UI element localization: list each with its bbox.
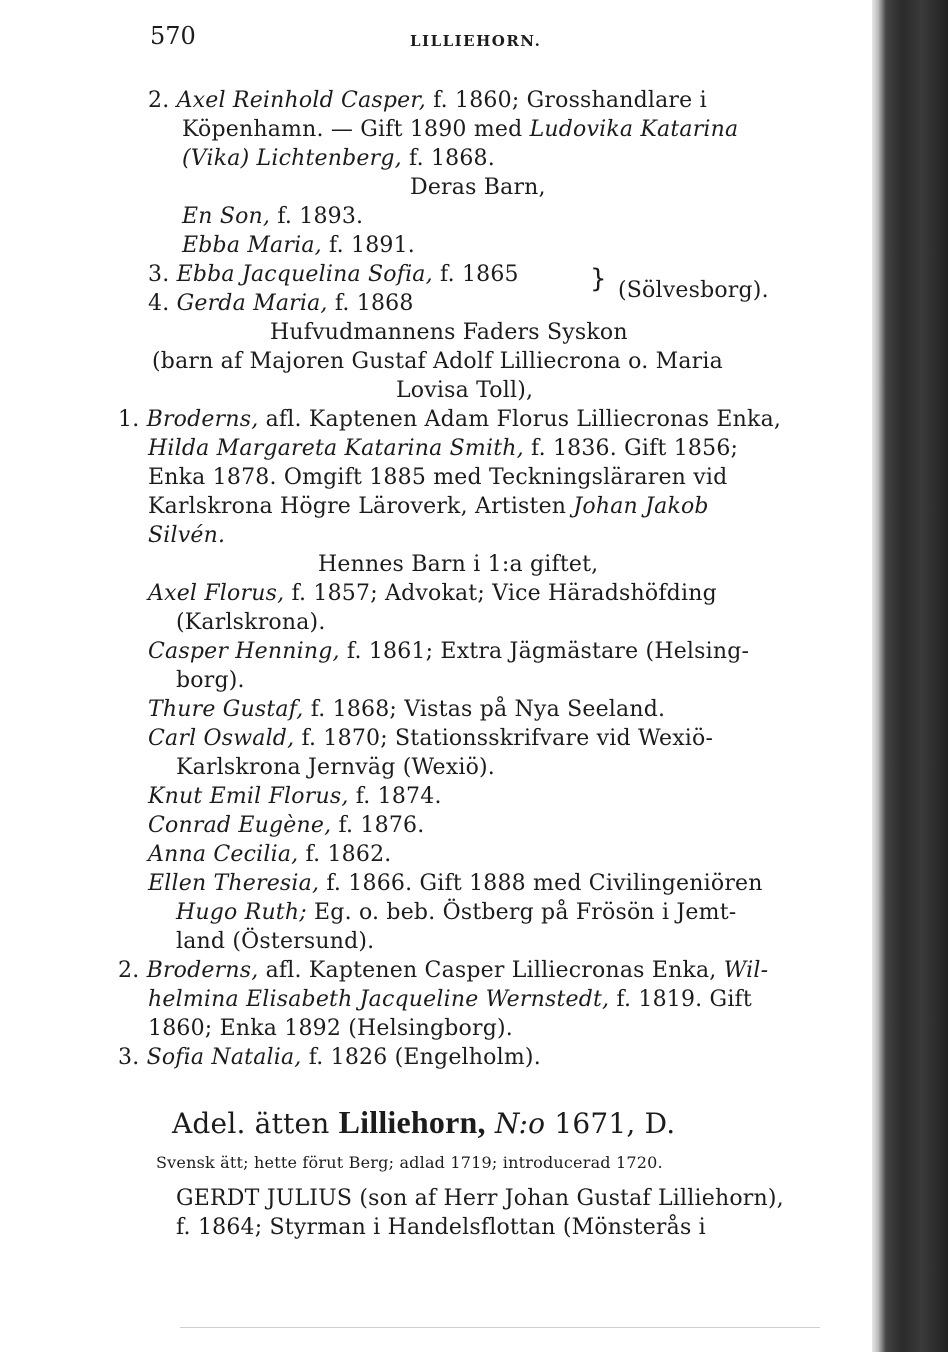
entry-line: Ellen Theresia, f. 1866. Gift 1888 med Civilingeniören: [148, 871, 763, 896]
entry-line: 4. Gerda Maria, f. 1868: [148, 291, 414, 316]
entry-line: Casper Henning, f. 1861; Extra Jägmästare (Helsing-: [148, 639, 750, 664]
section-subtitle: Svensk ätt; hette förut Berg; adlad 1719; introducerad 1720.: [156, 1153, 663, 1172]
entry-line: Karlskrona Högre Läroverk, Artisten Johan Jakob: [148, 494, 709, 519]
entry-line: Karlskrona Jernväg (Wexiö).: [176, 755, 495, 780]
entry-line: Thure Gustaf, f. 1868; Vistas på Nya Seeland.: [148, 697, 666, 722]
subheading: Hennes Barn i 1:a giftet,: [318, 552, 599, 577]
entry-line: Hugo Ruth; Eg. o. beb. Östberg på Frösön i Jemt-: [176, 900, 737, 925]
entry-line: 3. Ebba Jacquelina Sofia, f. 1865: [148, 262, 519, 287]
entry-line: Enka 1878. Omgift 1885 med Teckningsläraren vid: [148, 465, 728, 490]
entry-line: Silvén.: [148, 523, 226, 548]
entry-line: Hilda Margareta Katarina Smith, f. 1836. Gift 1856;: [148, 436, 739, 461]
section-title: Adel. ätten Lilliehorn, N:o 1671, D.: [172, 1104, 676, 1140]
subheading: Deras Barn,: [410, 175, 546, 200]
entry-line: 1860; Enka 1892 (Helsingborg).: [148, 1016, 513, 1041]
brace-icon: }: [590, 264, 607, 294]
entry-line: GERDT JULIUS (son af Herr Johan Gustaf Lilliehorn),: [176, 1186, 784, 1211]
entry-line: 1. Broderns, afl. Kaptenen Adam Florus Lilliecronas Enka,: [118, 407, 782, 432]
entry-line: 3. Sofia Natalia, f. 1826 (Engelholm).: [118, 1045, 541, 1070]
entry-line: Conrad Eugène, f. 1876.: [148, 813, 425, 838]
entry-line: Lovisa Toll),: [396, 378, 534, 403]
entry-line: 2. Broderns, afl. Kaptenen Casper Lilliecronas Enka, Wil-: [118, 958, 769, 983]
entry-line: 2. Axel Reinhold Casper, f. 1860; Grosshandlare i: [148, 88, 707, 113]
entry-line: (Karlskrona).: [176, 610, 326, 635]
entry-line: borg).: [176, 668, 245, 693]
entry-line: Knut Emil Florus, f. 1874.: [148, 784, 442, 809]
book-spine: [872, 0, 948, 1352]
entry-line: Ebba Maria, f. 1891.: [182, 233, 415, 258]
entry-line: (barn af Majoren Gustaf Adolf Lilliecrona o. Maria: [152, 349, 723, 374]
entry-line: Axel Florus, f. 1857; Advokat; Vice Häradshöfding: [148, 581, 717, 606]
entry-line: land (Östersund).: [176, 929, 375, 954]
entry-line: helmina Elisabeth Jacqueline Wernstedt, f. 1819. Gift: [148, 987, 752, 1012]
entry-line: Anna Cecilia, f. 1862.: [148, 842, 392, 867]
entry-line: (Vika) Lichtenberg, f. 1868.: [182, 146, 495, 171]
entry-line: Köpenhamn. — Gift 1890 med Ludovika Katarina: [182, 117, 739, 142]
entry-line: En Son, f. 1893.: [182, 204, 364, 229]
subheading: Hufvudmannens Faders Syskon: [270, 320, 628, 345]
divider: [180, 1327, 820, 1328]
place-note: (Sölvesborg).: [618, 278, 769, 303]
entry-line: Carl Oswald, f. 1870; Stationsskrifvare vid Wexiö-: [148, 726, 714, 751]
page-number: 570: [150, 22, 196, 50]
running-title: LILLIEHORN.: [410, 32, 542, 50]
entry-line: f. 1864; Styrman i Handelsflottan (Mönsterås i: [176, 1215, 706, 1240]
